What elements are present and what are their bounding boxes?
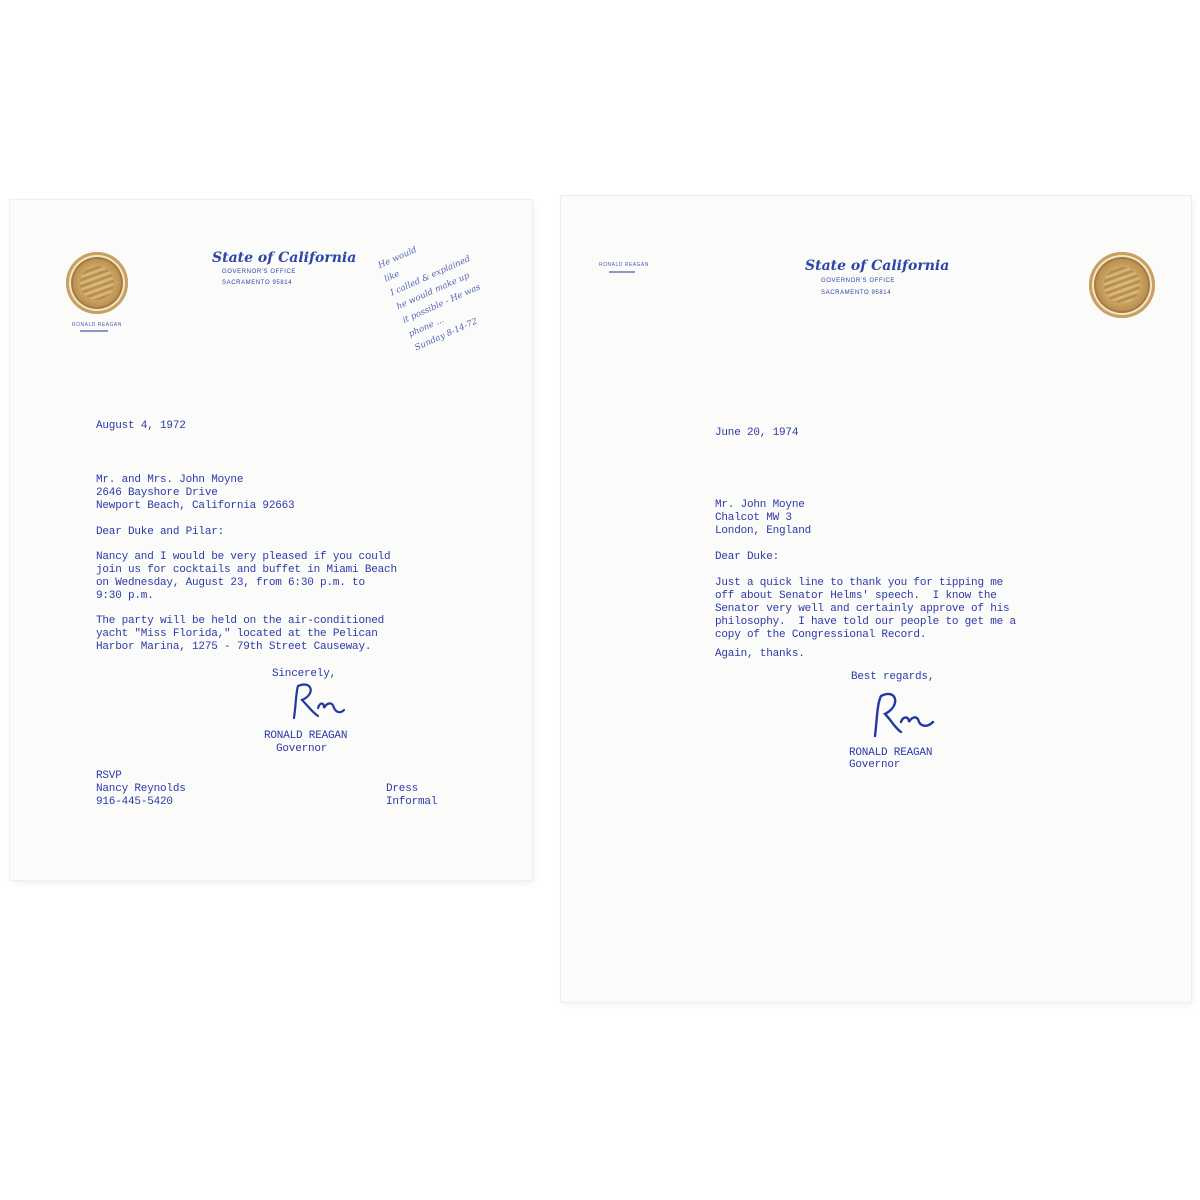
letter-1974 <box>561 196 1191 1002</box>
body-line: join us for cocktails and buffet in Miami Beach <box>96 564 397 576</box>
address-line: Chalcot MW 3 <box>715 512 792 524</box>
body-line: yacht "Miss Florida," located at the Pelican <box>96 628 378 640</box>
body-line: Harbor Marina, 1275 - 79th Street Causeway. <box>96 641 372 653</box>
body-line: philosophy. I have told our people to get me a <box>715 616 1016 628</box>
signature-title: Governor <box>849 759 901 771</box>
address-line: Mr. and Mrs. John Moyne <box>96 474 244 486</box>
body-line: Again, thanks. <box>715 648 805 660</box>
letterhead-sender-name: RONALD REAGAN <box>599 262 649 268</box>
body-line: The party will be held on the air-conditioned <box>96 615 385 627</box>
letter-1972 <box>10 200 532 880</box>
closing: Best regards, <box>851 671 935 683</box>
state-seal-icon <box>1089 252 1155 318</box>
body-line: off about Senator Helms' speech. I know the <box>715 590 997 602</box>
signature-ron <box>861 686 941 746</box>
body-line: copy of the Congressional Record. <box>715 629 927 641</box>
address-line: 2646 Bayshore Drive <box>96 487 218 499</box>
rsvp-line: 916-445-5420 <box>96 796 173 808</box>
letterhead-sender-title-line <box>80 330 108 332</box>
rsvp-line: Nancy Reynolds <box>96 783 186 795</box>
address-line: London, England <box>715 525 812 537</box>
dress-line: Informal <box>386 796 438 808</box>
letterhead-office: GOVERNOR'S OFFICE <box>222 269 297 275</box>
body-line: Senator very well and certainly approve of his <box>715 603 1010 615</box>
body-line: on Wednesday, August 23, from 6:30 p.m. to <box>96 577 365 589</box>
letterhead-office: GOVERNOR'S OFFICE <box>821 278 896 284</box>
address-line: Newport Beach, California 92663 <box>96 500 295 512</box>
letterhead-title: State of California <box>805 258 950 274</box>
body-line: 9:30 p.m. <box>96 590 154 602</box>
dress-line: Dress <box>386 783 419 795</box>
rsvp-line: RSVP <box>96 770 122 782</box>
salutation: Dear Duke: <box>715 551 780 563</box>
salutation: Dear Duke and Pilar: <box>96 526 225 538</box>
address-line: Mr. John Moyne <box>715 499 805 511</box>
body-line: Just a quick line to thank you for tipping me <box>715 577 1004 589</box>
closing: Sincerely, <box>272 668 337 680</box>
signature-title: Governor <box>276 743 328 755</box>
signature-name: RONALD REAGAN <box>849 747 933 759</box>
handwritten-note: He would like I called & explained he would make up it possible - He was phone ... Sunday 8-14-72 <box>376 245 483 354</box>
state-seal-icon <box>66 252 128 314</box>
letterhead-city: SACRAMENTO 95814 <box>821 290 892 296</box>
letterhead-title: State of California <box>212 250 357 266</box>
body-line: Nancy and I would be very pleased if you could <box>96 551 391 563</box>
letterhead-city: SACRAMENTO 95814 <box>222 280 293 286</box>
signature-name: RONALD REAGAN <box>264 730 348 742</box>
signature-ron <box>282 678 352 728</box>
letter-date: June 20, 1974 <box>715 427 799 439</box>
letterhead-sender-name: RONALD REAGAN <box>72 322 122 328</box>
letter-date: August 4, 1972 <box>96 420 186 432</box>
letterhead-sender-title-line <box>609 271 635 273</box>
